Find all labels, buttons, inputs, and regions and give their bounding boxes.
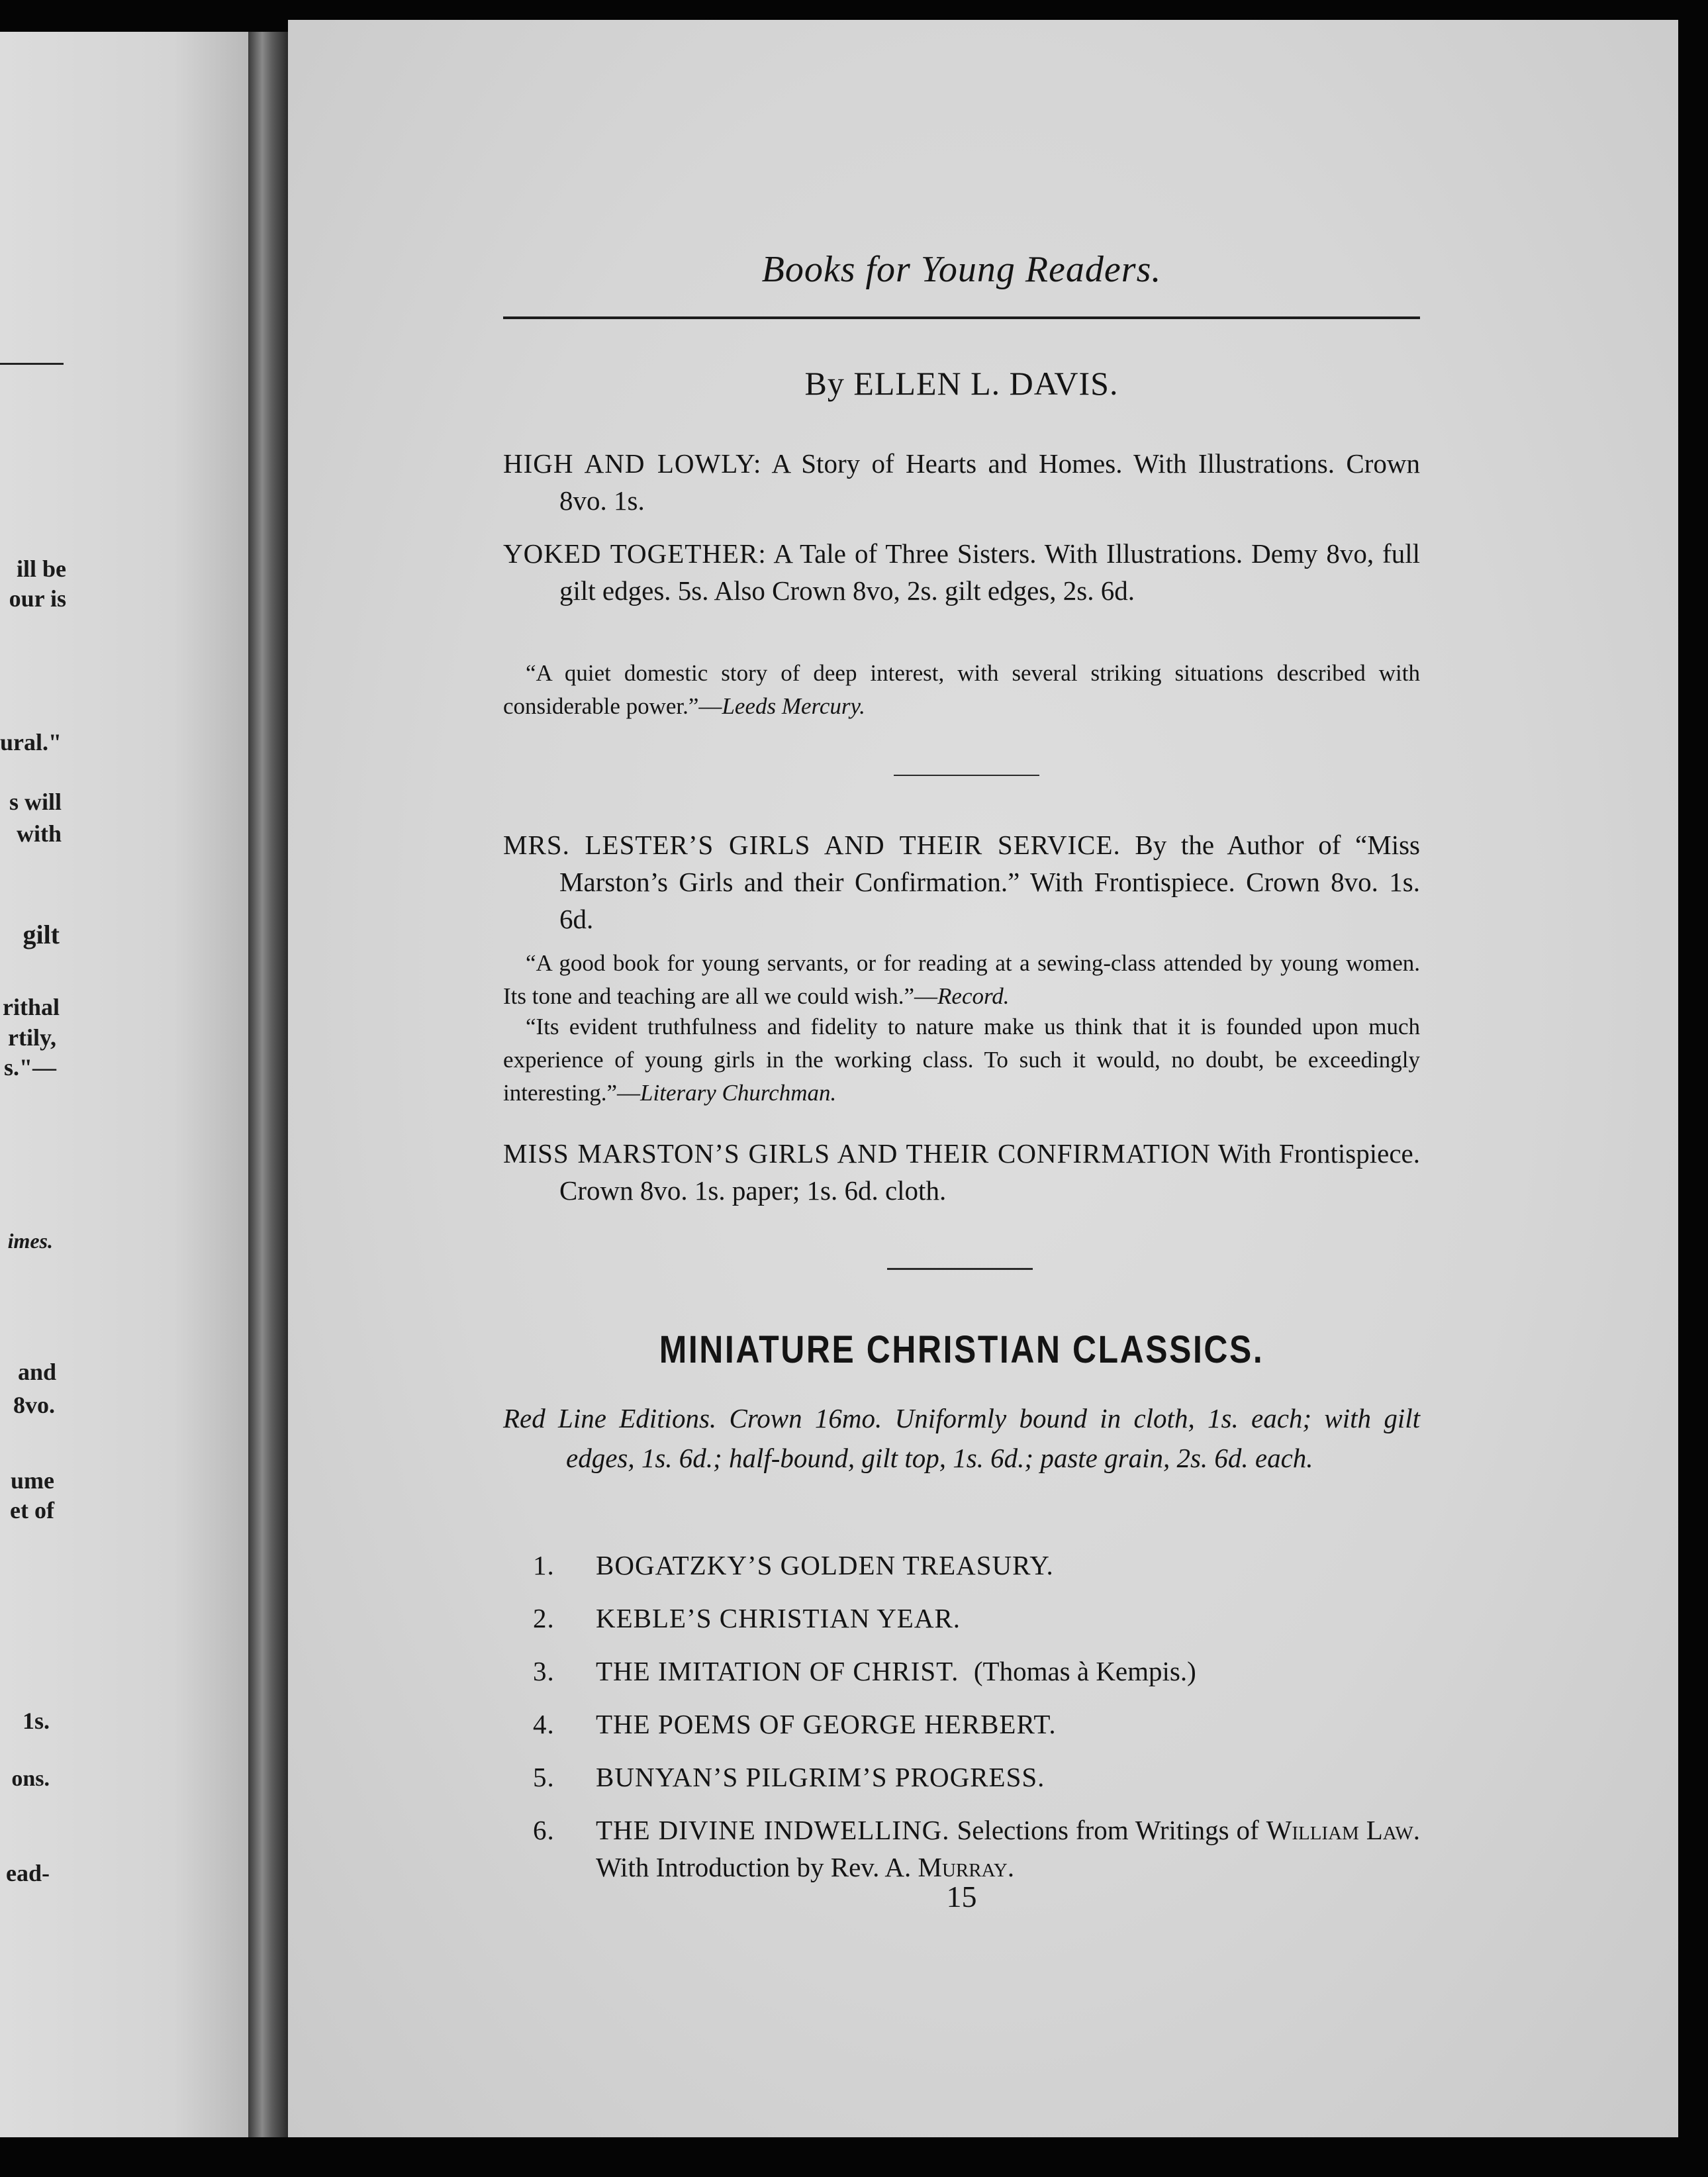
author-name: Murray xyxy=(918,1852,1008,1882)
left-fragment: ill be xyxy=(16,556,66,582)
editions-note: Red Line Editions. Crown 16mo. Uniformly bound in cloth, 1s. each; with gilt edges, 1s. 6d.; half-bound, gilt top, 1s. 6d.; paste grain, 2s. 6d. each. xyxy=(503,1403,1420,1473)
left-fragment: ume xyxy=(11,1467,54,1494)
book-title: HIGH AND LOWLY: xyxy=(503,448,762,479)
item-number: 1. xyxy=(533,1550,555,1580)
book-entry-yoked-together xyxy=(503,535,1420,609)
left-fragment: ural." xyxy=(0,729,62,755)
left-fragment: et of xyxy=(10,1497,54,1524)
left-fragment: gilt xyxy=(23,920,60,949)
left-fragment: ons. xyxy=(11,1766,50,1791)
left-fragment: s."— xyxy=(4,1054,56,1081)
item-number: 6. xyxy=(533,1815,555,1845)
header-rule xyxy=(503,316,1420,319)
book-description: A Tale of Three Sisters. With Illustrations. Demy 8vo, full gilt edges. 5s. Also Crown 8vo, 2s. gilt edges, 2s. 6d. xyxy=(559,538,1420,606)
left-fragment: ead- xyxy=(6,1860,50,1886)
left-fragment: 1s. xyxy=(22,1708,50,1734)
book-title: MISS MARSTON’S GIRLS AND THEIR CONFIRMATION xyxy=(503,1138,1211,1169)
left-fragment: with xyxy=(16,820,62,847)
review-source: Literary Churchman. xyxy=(640,1080,837,1106)
item-description: . xyxy=(1007,1852,1015,1882)
section-title: MINIATURE CHRISTIAN CLASSICS. xyxy=(659,1328,1264,1371)
left-fragment: and xyxy=(17,1359,56,1385)
classic-item xyxy=(533,1600,1420,1637)
right-page xyxy=(288,20,1678,2137)
running-head: Books for Young Readers. xyxy=(761,249,1162,290)
item-number: 5. xyxy=(533,1762,555,1792)
review-source: Leeds Mercury. xyxy=(722,693,865,719)
classic-item xyxy=(533,1653,1420,1690)
review-quote xyxy=(503,657,1420,723)
section-divider xyxy=(887,1268,1033,1270)
review-text: “Its evident truthfulness and fidelity to nature make us think that it is founded upon much experience of young girls in the working class. To such it would, no doubt, be exceedingly interesting.”— xyxy=(503,1014,1420,1106)
book-description: A Story of Hearts and Homes. With Illustrations. Crown 8vo. 1s. xyxy=(559,448,1420,516)
left-fragment: rtily, xyxy=(8,1024,56,1051)
item-number: 3. xyxy=(533,1656,555,1686)
book-entry-mrs-lesters-girls xyxy=(503,826,1420,938)
book-entry-high-and-lowly xyxy=(503,445,1420,519)
review-source: Record. xyxy=(937,983,1010,1009)
classic-item xyxy=(533,1812,1420,1886)
review-quote xyxy=(503,1010,1420,1110)
book-title: MRS. LESTER’S GIRLS AND THEIR SERVICE. xyxy=(503,830,1121,860)
review-text: “A quiet domestic story of deep interest, with several striking situations described with considerable power.”— xyxy=(503,660,1420,719)
book-title: YOKED TOGETHER: xyxy=(503,538,767,569)
left-fragment: 8vo. xyxy=(13,1392,55,1418)
review-text: “A good book for young servants, or for reading at a sewing-class attended by young women. Its tone and teaching are all we could wish.”— xyxy=(503,950,1420,1009)
item-title: BUNYAN’S PILGRIM’S PROGRESS. xyxy=(596,1762,1045,1792)
classic-item xyxy=(533,1759,1420,1796)
section-divider xyxy=(894,775,1039,776)
left-fragment: our is xyxy=(9,585,66,612)
item-description: . With Introduction by Rev. A. xyxy=(596,1815,1420,1882)
left-fragment: imes. xyxy=(7,1229,53,1253)
item-title: THE POEMS OF GEORGE HERBERT. xyxy=(596,1709,1057,1739)
book-description: By the Author of “Miss Marston’s Girls and their Confirmation.” With Frontispiece. Crown 8vo. 1s. 6d. xyxy=(559,830,1420,934)
classic-item xyxy=(533,1547,1420,1584)
book-spine-gutter xyxy=(248,32,288,2137)
item-note: (Thomas à Kempis.) xyxy=(973,1656,1196,1686)
book-entry-miss-marstons-girls xyxy=(503,1135,1420,1209)
book-description: With Frontispiece. Crown 8vo. 1s. paper; 1s. 6d. cloth. xyxy=(559,1138,1420,1206)
item-number: 2. xyxy=(533,1603,555,1633)
classic-item xyxy=(533,1706,1420,1743)
item-description: Selections from Writings of xyxy=(949,1815,1266,1845)
page-number: 15 xyxy=(946,1880,977,1913)
item-title: THE IMITATION OF CHRIST. xyxy=(596,1656,959,1686)
item-title: KEBLE’S CHRISTIAN YEAR. xyxy=(596,1603,961,1633)
review-quote xyxy=(503,947,1420,1013)
left-fragment: rithal xyxy=(3,994,60,1020)
left-page-rule xyxy=(0,363,64,365)
left-fragment: s will xyxy=(9,789,62,815)
author-name: William Law xyxy=(1266,1815,1413,1845)
item-title: BOGATZKY’S GOLDEN TREASURY. xyxy=(596,1550,1054,1580)
item-title: THE DIVINE INDWELLING. xyxy=(596,1815,950,1845)
left-facing-page xyxy=(0,32,248,2137)
author-heading: By ELLEN L. DAVIS. xyxy=(804,365,1119,402)
item-number: 4. xyxy=(533,1709,555,1739)
